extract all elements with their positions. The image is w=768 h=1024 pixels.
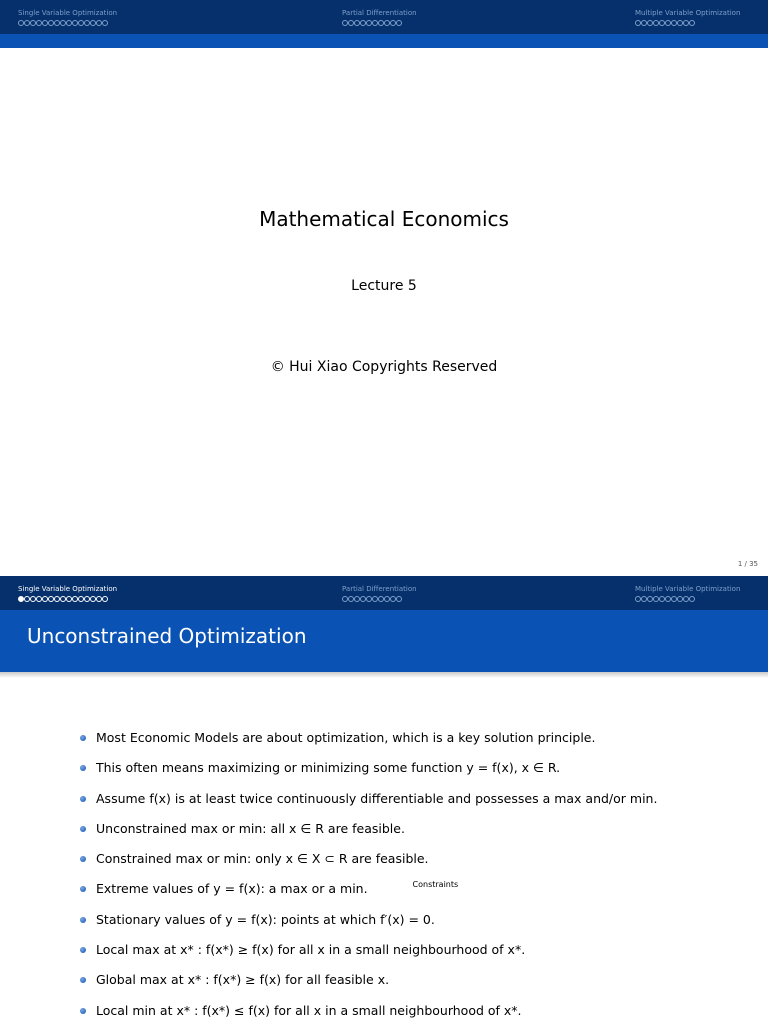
- nav-section-single-variable[interactable]: [18, 9, 117, 28]
- presentation-title: Mathematical Economics: [259, 207, 509, 231]
- nav-dots[interactable]: [342, 596, 417, 604]
- nav-section-label[interactable]: Partial Differentiation: [342, 9, 417, 17]
- nav-dot[interactable]: [102, 20, 108, 26]
- nav-section-single-variable[interactable]: [18, 585, 117, 604]
- constraint-text: Constrained max or min: only x ∈ X ⊂ R are feasible.: [96, 851, 429, 867]
- copyright-notice: © Hui Xiao Copyrights Reserved: [270, 359, 498, 375]
- navigation-band: [0, 34, 768, 48]
- list-item: This often means maximizing or minimizing some function y = f(x), x ∈ R.: [80, 760, 657, 790]
- list-item: Most Economic Models are about optimization, which is a key solution principle.: [80, 730, 657, 760]
- list-item: Stationary values of y = f(x): points at which f′(x) = 0.: [80, 912, 657, 942]
- list-item: Local min at x* : f(x*) ≤ f(x) for all x in a small neighbourhood of x*.: [80, 1003, 657, 1024]
- frame-title-bar: [0, 610, 768, 672]
- nav-section-multiple-variable[interactable]: [635, 9, 740, 28]
- nav-dots[interactable]: [18, 20, 117, 28]
- list-item: Local max at x* : f(x*) ≥ f(x) for all x in a small neighbourhood of x*.: [80, 942, 657, 972]
- nav-dot[interactable]: [396, 20, 402, 26]
- nav-section-partial-differentiation[interactable]: [342, 585, 417, 604]
- frame-title: Unconstrained Optimization: [27, 624, 307, 648]
- nav-dots[interactable]: [635, 20, 740, 28]
- nav-dots[interactable]: [342, 20, 417, 28]
- nav-section-label[interactable]: Single Variable Optimization: [18, 585, 118, 593]
- nav-section-label[interactable]: Multiple Variable Optimization: [635, 9, 741, 17]
- nav-dot[interactable]: [396, 596, 402, 602]
- nav-dot[interactable]: [102, 596, 108, 602]
- nav-dot[interactable]: [689, 596, 695, 602]
- nav-section-label[interactable]: Multiple Variable Optimization: [635, 585, 741, 593]
- nav-dots[interactable]: [635, 596, 740, 604]
- list-item: Assume f(x) is at least twice continuously differentiable and possesses a max and/or min.: [80, 791, 657, 821]
- nav-section-multiple-variable[interactable]: [635, 585, 740, 604]
- lecture-subtitle: Lecture 5: [351, 278, 417, 294]
- nav-section-label[interactable]: Single Variable Optimization: [18, 9, 118, 17]
- list-item: Extreme values of y = f(x): a max or a min.: [80, 881, 657, 911]
- list-item: Global max at x* : f(x*) ≥ f(x) for all feasible x.: [80, 972, 657, 1002]
- constraint-label: Constraints: [412, 880, 459, 890]
- nav-dots[interactable]: [18, 596, 117, 604]
- navigation-bar: [0, 576, 768, 610]
- navigation-bar: [0, 0, 768, 34]
- nav-section-label[interactable]: Partial Differentiation: [342, 585, 417, 593]
- content-slide: [0, 576, 768, 1024]
- page-number: 1 / 35: [737, 560, 758, 568]
- frame-title-shadow: [0, 672, 768, 678]
- nav-dot[interactable]: [689, 20, 695, 26]
- nav-section-partial-differentiation[interactable]: [342, 9, 417, 28]
- bullet-list: [80, 730, 657, 1024]
- list-item: Unconstrained max or min: all x ∈ R are feasible.: [80, 821, 657, 851]
